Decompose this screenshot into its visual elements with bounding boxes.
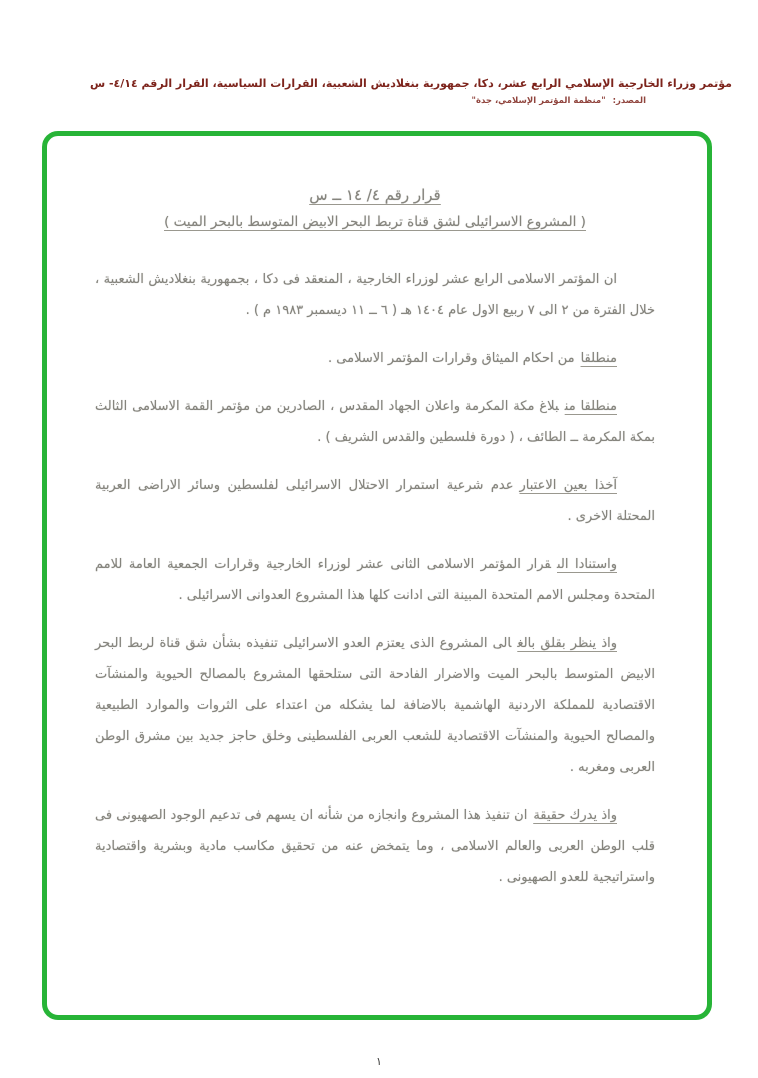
resolution-paragraph — [95, 343, 655, 374]
citation-header: مؤتمر وزراء الخارجية الإسلامي الرابع عشر، دكا، جمهورية بنغلاديش الشعبية، القرارات السياسية، القرار الرقم ٤/١٤- س — [89, 77, 732, 90]
paragraph-text: بلاغ مكة المكرمة واعلان الجهاد المقدس ، الصادرين من مؤتمر القمة الاسلامى الثالث بمكة المكرمة ــ الطائف ، ( دورة فلسطين والقدس الشريف ) . — [95, 399, 655, 445]
source-line — [472, 96, 646, 106]
paragraph-text: من احكام الميثاق وقرارات المؤتمر الاسلامى . — [328, 351, 575, 366]
resolution-paragraph — [95, 470, 655, 532]
resolution-paragraph — [95, 549, 655, 611]
resolution-paragraph — [95, 800, 655, 893]
paragraph-text: ان تنفيذ هذا المشروع وانجازه من شأنه ان يسهم فى تدعيم الوجود الصهيونى فى قلب الوطن العربى والعالم الاسلامى ، وما يتمخض عنه من تحقيق مكاسب مادية وبشرية واقتصادية واستراتيجية للعدو الصهيونى . — [95, 808, 655, 885]
paragraph-lead: منطلقا — [580, 351, 617, 366]
paragraph-text: ان المؤتمر الاسلامى الرابع عشر لوزراء الخارجية ، المنعقد فى دكا ، بجمهورية بنغلاديش الشعبية ، خلال الفترة من ٢ الى ٧ ربيع الاول عام ١٤٠٤ هـ ( ٦ ــ ١١ ديسمبر ١٩٨٣ م ) . — [95, 272, 655, 318]
resolution-paragraph — [95, 264, 655, 326]
paragraph-lead: واذ ينظر بقلق بالغ — [517, 636, 617, 651]
paragraph-lead: منطلقا من — [564, 399, 617, 414]
source-value: "منظمة المؤتمر الإسلامي، جدة" — [471, 96, 606, 106]
resolution-title: قرار رقم ٤/ ١٤ ــ س — [309, 186, 441, 204]
paragraph-lead: واستنادا الى — [557, 557, 617, 572]
resolution-paragraph — [95, 391, 655, 453]
paragraph-text: عدم شرعية استمرار الاحتلال الاسرائيلى لفلسطين وسائر الاراضى العربية المحتلة الاخرى . — [95, 478, 655, 524]
paragraph-lead: آخذا بعين الاعتبار — [519, 478, 617, 493]
resolution-paragraph — [95, 628, 655, 783]
resolution-subtitle: ( المشروع الاسرائيلى لشق قناة تربط البحر الابيض المتوسط بالبحر الميت ) — [164, 214, 586, 230]
resolution-body — [95, 264, 655, 893]
page-number: ١ — [376, 1055, 382, 1068]
paragraph-text: قرار المؤتمر الاسلامى الثانى عشر لوزراء الخارجية وقرارات الجمعية العامة للامم المتحدة ومجلس الامم المتحدة المبينة التى ادانت كلها هذا المشروع العدوانى الاسرائيلى . — [95, 557, 655, 603]
paragraph-lead: واذ يدرك حقيقة — [533, 808, 617, 823]
source-label: المصدر: — [612, 96, 646, 106]
scanned-document-frame — [42, 131, 712, 1020]
paragraph-text: الى المشروع الذى يعتزم العدو الاسرائيلى تنفيذه بشأن شق قناة لربط البحر الابيض المتوسط بالبحر الميت والاضرار الفادحة التى ستلحقها المشروع بالمصالح الحيوية والمنشآت الاقتصادية للمملكة الاردنية الهاشمية بالاضافة لما يشكله من اعتداء على الثروات والموارد الطبيعية والمصالح الحيوية والمنشآت الاقتصادية للشعب العربى الفلسطينى وخلق حاجز جديد بين مشرق الوطن العربى ومغربه . — [95, 636, 655, 775]
